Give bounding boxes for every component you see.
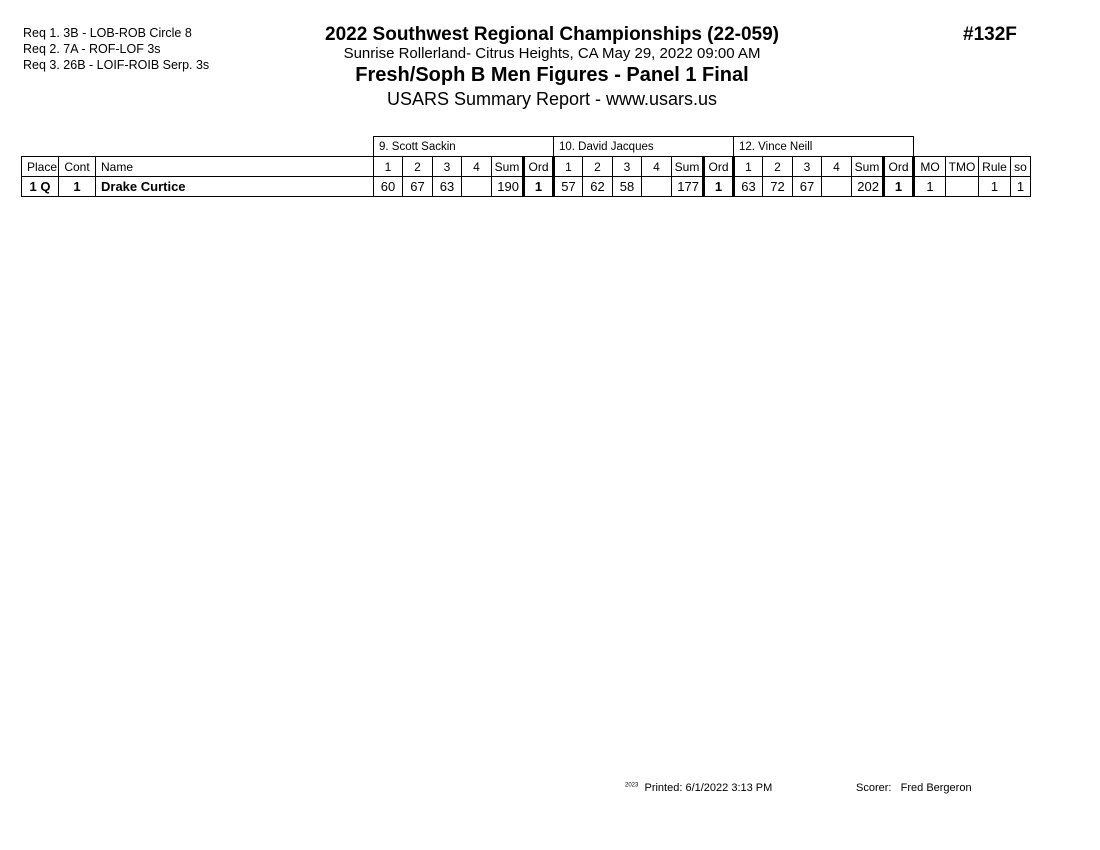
row-judge3-score4	[822, 177, 852, 197]
col-cont: Cont	[59, 157, 96, 177]
col-judge3-score1: 1	[734, 157, 763, 177]
row-name: Drake Curtice	[96, 177, 374, 197]
requirement-3: Req 3. 26B - LOIF-ROIB Serp. 3s	[23, 58, 210, 72]
row-judge2-score1: 57	[554, 177, 583, 197]
scorer-label: Scorer:	[856, 782, 892, 794]
row-judge3-score3: 67	[793, 177, 822, 197]
row-judge1-score4	[462, 177, 492, 197]
col-judge3-score2: 2	[763, 157, 793, 177]
footer-mark: 2023	[625, 782, 639, 789]
col-mo: MO	[914, 157, 946, 177]
col-rule: Rule	[979, 157, 1011, 177]
col-tmo: TMO	[946, 157, 979, 177]
row-rule: 1	[979, 177, 1011, 197]
scorer-info	[856, 782, 972, 794]
row-judge3-score1: 63	[734, 177, 763, 197]
row-tmo	[946, 177, 979, 197]
col-judge1-sum: Sum	[492, 157, 524, 177]
requirement-1: Req 1. 3B - LOB-ROB Circle 8	[23, 26, 192, 40]
col-judge1-score1: 1	[374, 157, 403, 177]
col-judge2-score3: 3	[613, 157, 642, 177]
row-so: 1	[1011, 177, 1031, 197]
col-so: so	[1011, 157, 1031, 177]
col-judge2-score2: 2	[583, 157, 613, 177]
judge-name-3: 12. Vince Neill	[734, 137, 914, 157]
col-judge1-score4: 4	[462, 157, 492, 177]
results-table	[21, 136, 1031, 197]
col-judge1-ord: Ord	[524, 157, 554, 177]
col-judge3-score4: 4	[822, 157, 852, 177]
requirements-list	[23, 25, 209, 73]
judge-header-row	[22, 137, 1031, 157]
row-judge3-ord: 1	[884, 177, 914, 197]
row-judge3-score2: 72	[763, 177, 793, 197]
competition-title: 2022 Southwest Regional Championships (22-059)	[325, 24, 779, 45]
row-place: 1 Q	[22, 177, 59, 197]
col-judge2-sum: Sum	[672, 157, 704, 177]
row-judge1-ord: 1	[524, 177, 554, 197]
col-judge2-score4: 4	[642, 157, 672, 177]
judge-name-2: 10. David Jacques	[554, 137, 734, 157]
row-judge1-sum: 190	[492, 177, 524, 197]
report-line: USARS Summary Report - www.usars.us	[386, 89, 718, 109]
col-judge3-sum: Sum	[852, 157, 884, 177]
col-place: Place	[22, 157, 59, 177]
col-judge2-ord: Ord	[704, 157, 734, 177]
venue-line: Sunrise Rollerland- Citrus Heights, CA May 29, 2022 09:00 AM	[343, 45, 761, 62]
table-row	[22, 177, 1031, 197]
printed-date: Printed: 6/1/2022 3:13 PM	[644, 782, 773, 794]
col-judge1-score3: 3	[433, 157, 462, 177]
judge-name-1: 9. Scott Sackin	[374, 137, 554, 157]
row-judge2-ord: 1	[704, 177, 734, 197]
row-judge1-score2: 67	[403, 177, 433, 197]
col-judge2-score1: 1	[554, 157, 583, 177]
row-judge2-score2: 62	[583, 177, 613, 197]
row-judge2-score3: 58	[613, 177, 642, 197]
col-name: Name	[96, 157, 374, 177]
event-code: #132F	[963, 24, 1017, 45]
row-cont: 1	[59, 177, 96, 197]
event-title: Fresh/Soph B Men Figures - Panel 1 Final	[355, 64, 749, 86]
col-judge3-score3: 3	[793, 157, 822, 177]
printed-info	[625, 782, 772, 794]
requirement-2: Req 2. 7A - ROF-LOF 3s	[23, 42, 161, 56]
row-judge2-sum: 177	[672, 177, 704, 197]
scorer-name: Fred Bergeron	[900, 782, 972, 794]
column-header-row	[22, 157, 1031, 177]
row-judge1-score1: 60	[374, 177, 403, 197]
row-judge2-score4	[642, 177, 672, 197]
row-mo: 1	[914, 177, 946, 197]
row-judge1-score3: 63	[433, 177, 462, 197]
col-judge3-ord: Ord	[884, 157, 914, 177]
col-judge1-score2: 2	[403, 157, 433, 177]
row-judge3-sum: 202	[852, 177, 884, 197]
